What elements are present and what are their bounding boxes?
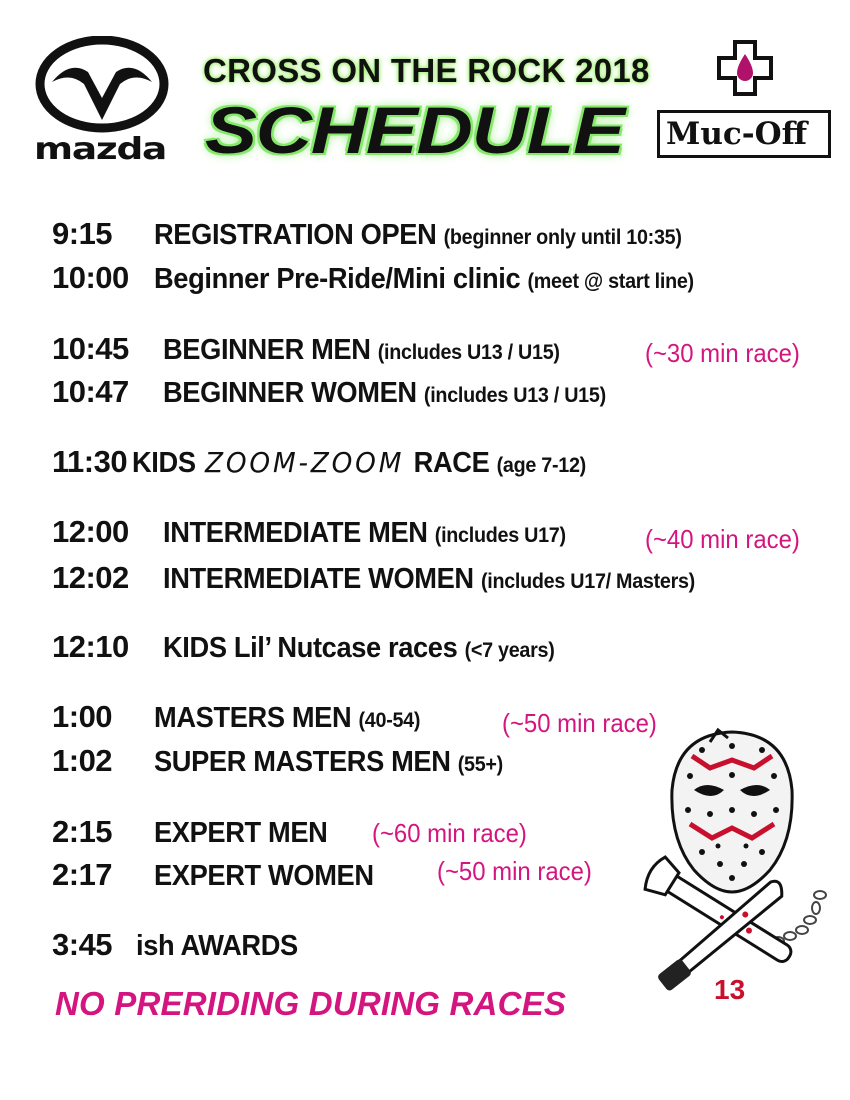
time: 1:02 [52,743,113,778]
event: MASTERS MEN (40-54) [154,702,421,734]
time: 11:30 [52,444,128,479]
schedule-row-1202 [52,560,729,596]
event: INTERMEDIATE MEN (includes U17) [163,517,567,549]
time: 1:00 [52,699,113,734]
schedule-row-0215 [52,814,339,850]
race-duration: (~40 min race) [645,524,800,554]
mucoff-wordmark: Muc-Off [666,116,808,152]
schedule-row-0217 [52,857,388,893]
mazda-wordmark: mazda [34,132,167,167]
time: 12:00 [52,514,129,549]
time: 10:00 [52,260,129,295]
event: SUPER MASTERS MEN (55+) [154,746,504,778]
schedule-row-1200 [52,514,592,550]
race-duration: (~50 min race) [502,708,657,738]
cross-drop-icon [717,40,773,96]
time: 12:02 [52,560,129,595]
schedule-heading: SCHEDULE [205,93,624,167]
time: 10:45 [52,331,129,366]
event: Beginner Pre-Ride/Mini clinic (meet @ start line) [154,263,695,295]
time: 10:47 [52,374,129,409]
race-duration: (~60 min race) [372,818,527,848]
mazda-wing-icon [30,36,175,136]
race-duration: (~50 min race) [437,856,592,886]
event: ish AWARDS [136,930,299,962]
race-duration: (~30 min race) [645,338,800,368]
time: 12:10 [52,629,129,664]
time: 2:17 [52,857,113,892]
schedule-row-1045 [52,331,585,367]
mucoff-logo [655,40,835,165]
time: 2:15 [52,814,113,849]
no-preriding-warning: NO PRERIDING DURING RACES [55,985,567,1022]
schedule-row-0100 [52,699,438,735]
schedule-row-1210 [52,629,580,665]
hockey-mask-mascot [632,720,832,1020]
event: KIDS Lil’ Nutcase races (<7 years) [163,632,555,664]
time: 3:45 [52,927,113,962]
schedule-row-1047 [52,374,635,410]
event: BEGINNER WOMEN (includes U13 / U15) [163,377,607,409]
event-title: CROSS ON THE ROCK 2018 [203,52,650,89]
event: EXPERT WOMEN [154,860,375,892]
event: KIDS ZOOM-ZOOM RACE (age 7-12) [131,446,586,479]
schedule-row-1000 [52,260,729,296]
event: EXPERT MEN [154,817,328,849]
mazda-logo [30,36,175,166]
time: 9:15 [52,216,113,251]
event: BEGINNER MEN (includes U13 / U15) [163,334,561,366]
schedule-row-0345 [52,927,309,963]
schedule-row-0102 [52,743,526,779]
schedule-row-0915 [52,216,716,252]
mascot-number: 13 [714,974,746,1005]
zoom-zoom-lettering: ZOOM-ZOOM [204,446,404,479]
schedule-row-1130 [52,444,614,480]
event: REGISTRATION OPEN (beginner only until 10:35) [154,219,683,251]
event: INTERMEDIATE WOMEN (includes U17/ Masters) [163,563,696,595]
